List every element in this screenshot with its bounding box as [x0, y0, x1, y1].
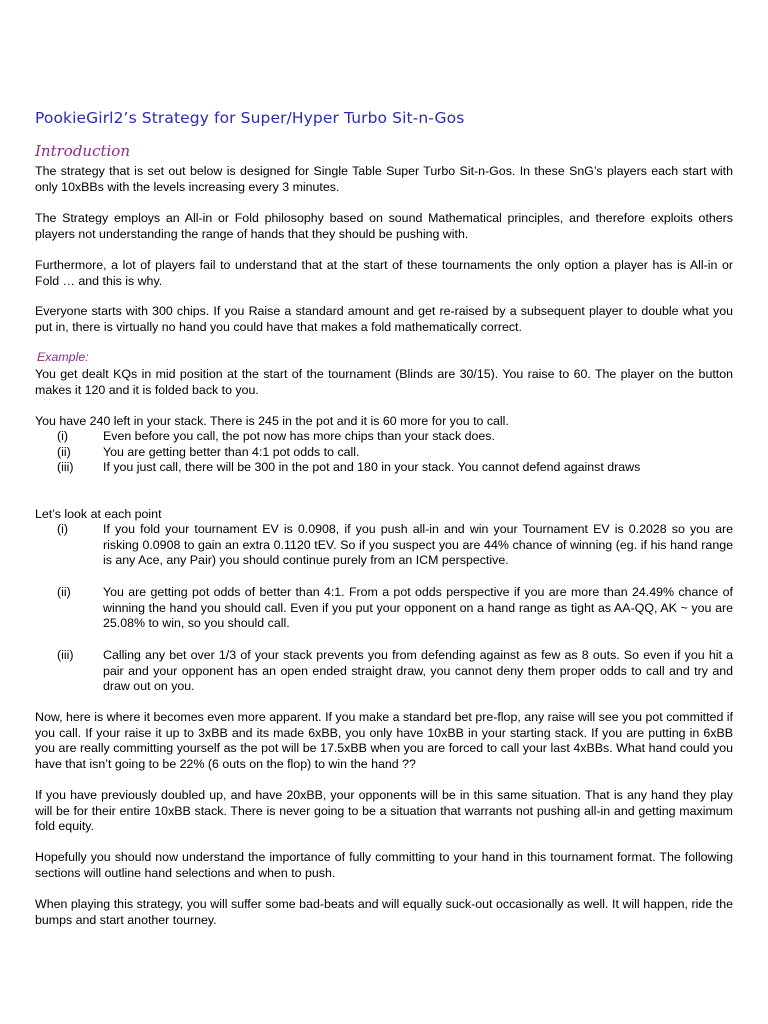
- paragraph: When playing this strategy, you will suffer some bad-beats and will equally suck-out occasionally as well. It will happen, ride the bumps and start another tourney.: [35, 897, 733, 927]
- paragraph: Now, here is where it becomes even more apparent. If you make a standard bet pre-flop, any raise will see you pot committed if you call. If your raise it up to 3xBB and its made 6xBB, you only have 10xBB in your starting stack. If you are putting in 6xBB you are really committing yourself as the pot will be 17.5xBB when you are forced to call your last 4xBBs. What hand could you have that isn’t going to be 22% (6 outs on the flop) to win the hand ??: [35, 710, 733, 771]
- list-text: If you just call, there will be 300 in the pot and 180 in your stack. You cannot defend against draws: [103, 460, 641, 474]
- example-paragraph: You get dealt KQs in mid position at the start of the tournament (Blinds are 30/15). You raise to 60. The player on the button makes it 120 and it is folded back to you.: [35, 367, 733, 397]
- list-text: You are getting better than 4:1 pot odds to call.: [103, 445, 360, 459]
- list-number: (i): [57, 522, 69, 536]
- list-text: Even before you call, the pot now has more chips than your stack does.: [103, 429, 495, 443]
- list-text: Calling any bet over 1/3 of your stack prevents you from defending against as few as 8 outs. So even if you hit a pair and your opponent has an open ended straight draw, you cannot deny them proper odds to call and try and draw out on you.: [103, 648, 733, 694]
- paragraph: Hopefully you should now understand the importance of fully committing to your hand in this tournament format. The following sections will outline hand selections and when to push.: [35, 850, 733, 880]
- list-text: You are getting pot odds of better than 4:1. From a pot odds perspective if you are more than 24.49% chance of winning the hand you should call. Even if you put your opponent on a hand range as tight as AA-QQ, AK ~ you are 25.08% to win, so you should call.: [103, 585, 733, 631]
- paragraph: The Strategy employs an All-in or Fold philosophy based on sound Mathematical principles, and therefore exploits others players not understanding the range of hands that they should be pushing with.: [35, 211, 733, 241]
- section-heading: Introduction: [35, 142, 130, 160]
- list-number: (i): [57, 429, 69, 443]
- lets-look-line: Let’s look at each point: [35, 507, 162, 521]
- example-label: Example:: [37, 350, 89, 364]
- list-number: (ii): [57, 445, 71, 459]
- list-text: If you fold your tournament EV is 0.0908, if you push all-in and win your Tournament EV is 0.2028 so you are risking 0.0908 to gain an extra 0.1120 tEV. So if you suspect you are 44% chance of winning (eg. if his hand range is any Ace, any Pair) you should continue purely from an ICM perspective.: [103, 522, 733, 568]
- document-title: PookieGirl2’s Strategy for Super/Hyper Turbo Sit-n-Gos: [35, 109, 465, 127]
- paragraph: Everyone starts with 300 chips. If you Raise a standard amount and get re-raised by a subsequent player to double what you put in, there is virtually no hand you could have that makes a fold mathematically correct.: [35, 304, 733, 334]
- paragraph: The strategy that is set out below is designed for Single Table Super Turbo Sit-n-Gos. In these SnG’s players each start with only 10xBBs with the levels increasing every 3 minutes.: [35, 164, 733, 194]
- list-number: (iii): [57, 460, 74, 474]
- list-number: (iii): [57, 648, 74, 662]
- stack-paragraph: You have 240 left in your stack. There is 245 in the pot and it is 60 more for you to call.: [35, 414, 509, 428]
- paragraph: Furthermore, a lot of players fail to understand that at the start of these tournaments the only option a player has is All-in or Fold … and this is why.: [35, 258, 733, 288]
- paragraph: If you have previously doubled up, and have 20xBB, your opponents will be in this same situation. That is any hand they play will be for their entire 10xBB stack. There is never going to be a situation that warrants not pushing all-in and getting maximum fold equity.: [35, 788, 733, 834]
- list-number: (ii): [57, 585, 71, 599]
